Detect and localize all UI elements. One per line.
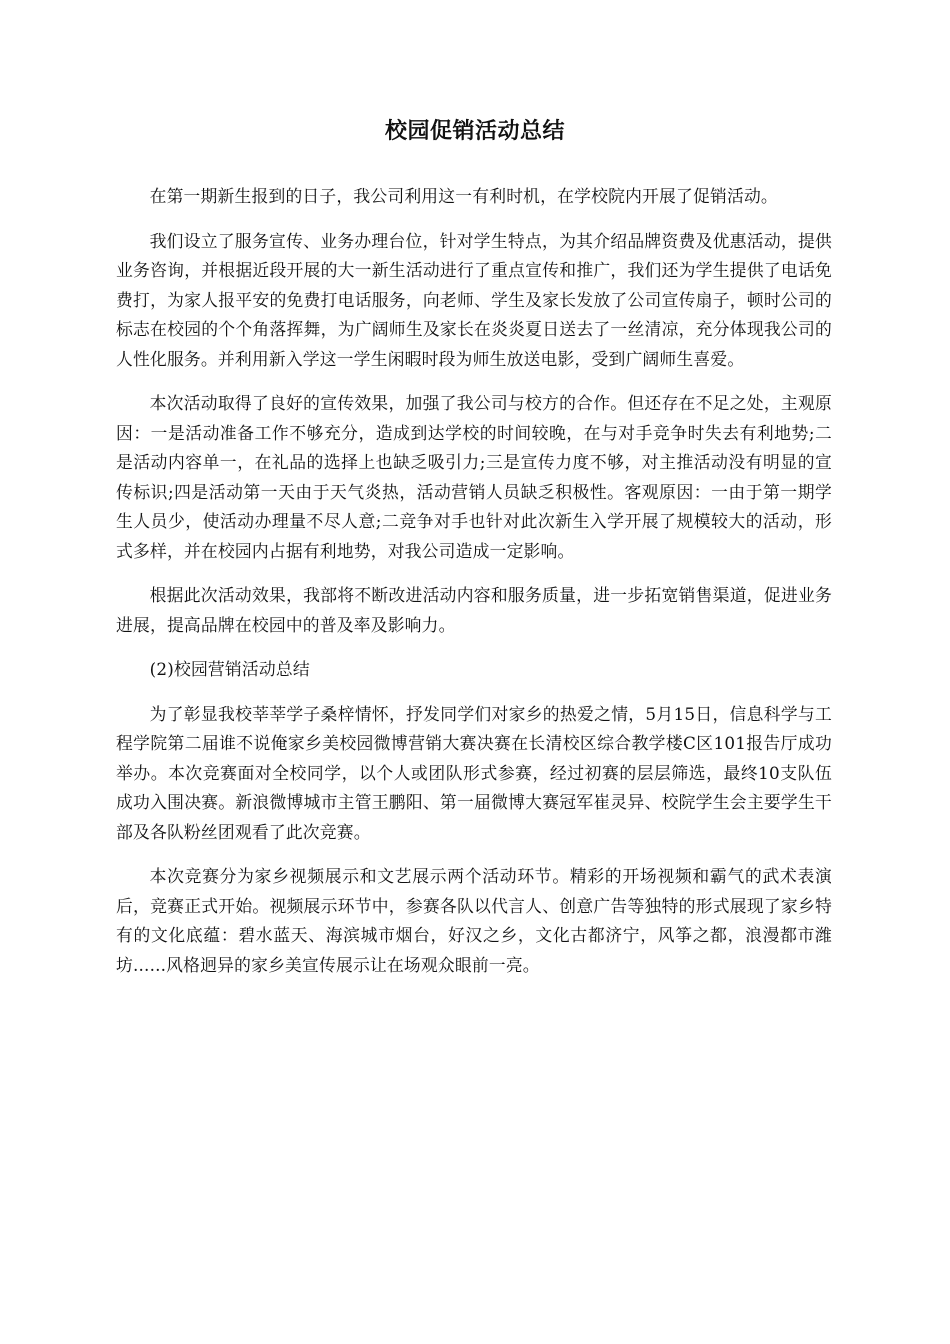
paragraph-contest: 为了彰显我校莘莘学子桑梓情怀，抒发同学们对家乡的热爱之情，5月15日，信息科学与工程学院第二届谁不说俺家乡美校园微博营销大赛决赛在长清校区综合教学楼C区101报告厅成功举办。本次竞赛面对全校同学，以个人或团队形式参赛，经过初赛的层层筛选，最终10支队伍成功入围决赛。新浪微博城市主管王鹏阳、第一届微博大赛冠军崔灵异、校院学生会主要学生干部及各队粉丝团观看了此次竞赛。 — [116, 703, 832, 842]
paragraph-contest-details: 本次竞赛分为家乡视频展示和文艺展示两个活动环节。精彩的开场视频和霸气的武术表演后，竞赛正式开始。视频展示环节中，参赛各队以代言人、创意广告等独特的形式展现了家乡特有的文化底蕴：碧水蓝天、海滨城市烟台，好汉之乡，文化古都济宁，风筝之都，浪漫都市潍坊......风格迥异的家乡美宣传展示让在场观众眼前一亮。 — [116, 866, 832, 975]
paragraph-improvement: 根据此次活动效果，我部将不断改进活动内容和服务质量，进一步拓宽销售渠道，促进业务进展，提高品牌在校园中的普及率及影响力。 — [116, 585, 832, 635]
paragraph-intro: 在第一期新生报到的日子，我公司利用这一有利时机，在学校院内开展了促销活动。 — [149, 186, 778, 206]
section-heading: (2)校园营销活动总结 — [149, 659, 310, 679]
page-title: 校园促销活动总结 — [384, 119, 565, 144]
paragraph-activities: 我们设立了服务宣传、业务办理台位，针对学生特点，为其介绍品牌资费及优惠活动，提供业务咨询，并根据近段开展的大一新生活动进行了重点宣传和推广，我们还为学生提供了电话免费打，为家人报平安的免费打电话服务，向老师、学生及家长发放了公司宣传扇子，顿时公司的标志在校园的个个角落挥舞，为广阔师生及家长在炎炎夏日送去了一丝清凉，充分体现我公司的人性化服务。并利用新入学这一学生闲暇时段为师生放送电影，受到广阔师生喜爱。 — [116, 230, 832, 369]
paragraph-shortcomings: 本次活动取得了良好的宣传效果，加强了我公司与校方的合作。但还存在不足之处，主观原因：一是活动准备工作不够充分，造成到达学校的时间较晚，在与对手竞争时失去有利地势;二是活动内容单一，在礼品的选择上也缺乏吸引力;三是宣传力度不够，对主推活动没有明显的宣传标识;四是活动第一天由于天气炎热，活动营销人员缺乏积极性。客观原因：一由于第一期学生人员少，使活动办理量不尽人意;二竞争对手也针对此次新生入学开展了规模较大的活动，形式多样，并在校园内占据有利地势，对我公司造成一定影响。 — [116, 393, 832, 561]
document-body — [116, 182, 832, 995]
